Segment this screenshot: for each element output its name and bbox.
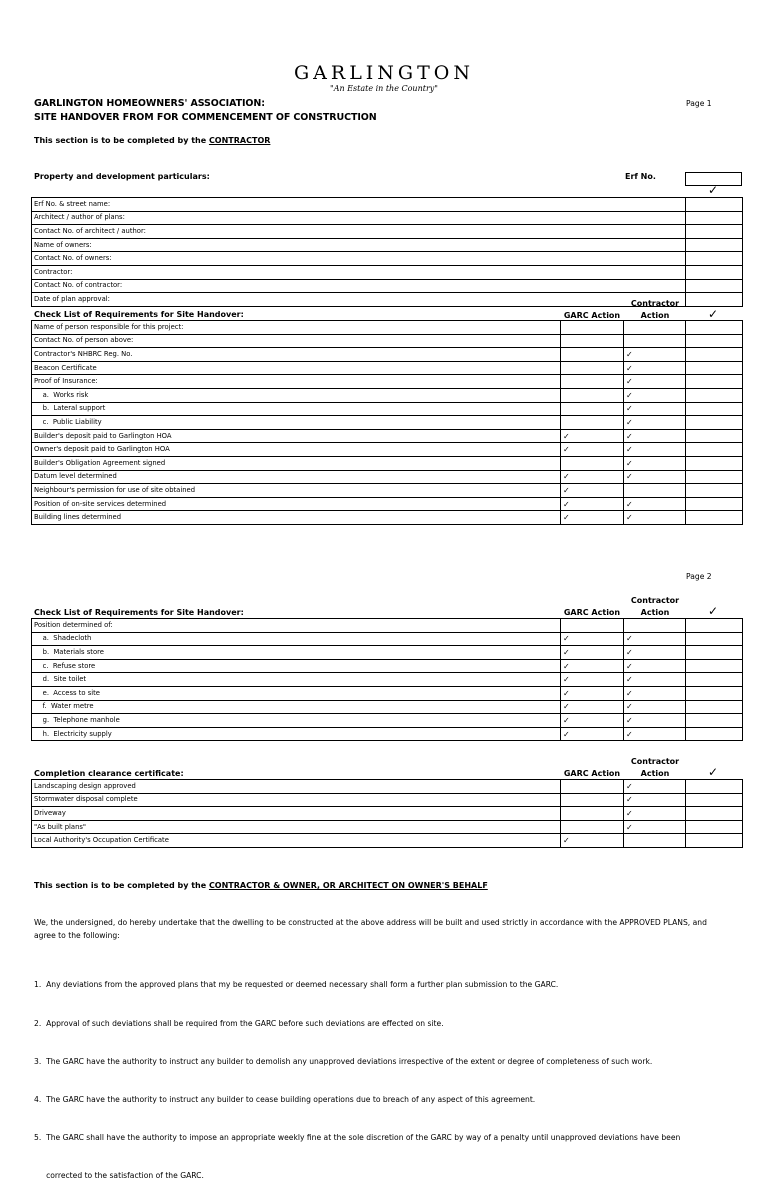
tick-cell[interactable] [686,780,743,794]
property-row [32,211,743,225]
completion-title: Completion clearance certificate: [34,769,184,778]
tick-cell[interactable] [686,429,743,443]
tick-cell[interactable] [686,361,743,375]
contractor-action-cell[interactable] [624,484,686,498]
checklist-row [32,361,743,375]
form-title: SITE HANDOVER FROM FOR COMMENCEMENT OF CONSTRUCTION [34,112,377,123]
checklist-row [32,700,743,714]
garc-action-cell[interactable]: ✓ [561,700,624,714]
contractor-action-cell[interactable]: ✓ [624,348,686,362]
checklist-row-label: Stormwater disposal complete [32,793,561,807]
tick-header-icon: ✓ [708,183,719,197]
checklist-row [32,321,743,335]
tick-cell[interactable] [686,727,743,741]
contractor-action-cell[interactable]: ✓ [624,820,686,834]
contractor-action-cell[interactable] [624,619,686,633]
checklist-row [32,807,743,821]
checklist-row-label: "As built plans" [32,820,561,834]
checklist-row-label: Owner's deposit paid to Garlington HOA [32,443,561,457]
checklist-row [32,416,743,430]
contractor-action-cell[interactable]: ✓ [624,793,686,807]
tick-cell[interactable] [686,834,743,848]
garc-action-cell[interactable]: ✓ [561,470,624,484]
garc-action-cell[interactable]: ✓ [561,686,624,700]
garc-action-cell[interactable]: ✓ [561,429,624,443]
garc-action-cell[interactable] [561,807,624,821]
checklist-row-label: b. Materials store [32,646,561,660]
checklist-row-label: Name of person responsible for this project: [32,321,561,335]
completion-contractor-header-top: Contractor [630,757,680,766]
checklist-row-label: Driveway [32,807,561,821]
contractor-action-cell[interactable] [624,334,686,348]
contractor-action-cell[interactable]: ✓ [624,497,686,511]
garc-action-cell[interactable] [561,388,624,402]
checklist1-table [31,320,743,525]
checklist-row-label: g. Telephone manhole [32,714,561,728]
contractor-action-cell[interactable]: ✓ [624,402,686,416]
garc-action-cell[interactable]: ✓ [561,497,624,511]
tick-cell[interactable] [686,375,743,389]
checklist-row [32,470,743,484]
garc-action-cell[interactable]: ✓ [561,646,624,660]
completion-tick-icon: ✓ [708,765,719,779]
checklist-row [32,619,743,633]
garc-action-cell[interactable]: ✓ [561,714,624,728]
checklist1-garc-header: GARC Action [563,311,621,320]
tick-cell[interactable] [686,402,743,416]
contractor-action-cell[interactable]: ✓ [624,456,686,470]
tick-cell[interactable] [686,619,743,633]
checklist-row [32,388,743,402]
checklist2-table [31,618,743,741]
contractor-action-cell[interactable] [624,321,686,335]
checklist2-tick-icon: ✓ [708,604,719,618]
garc-action-cell[interactable] [561,619,624,633]
checklist-row-label: Neighbour's permission for use of site obtained [32,484,561,498]
property-row-check-cell[interactable] [686,225,743,239]
tick-cell[interactable] [686,700,743,714]
garc-action-cell[interactable] [561,793,624,807]
checklist-row-label: b. Lateral support [32,402,561,416]
contractor-action-cell[interactable]: ✓ [624,470,686,484]
checklist-row-label: Contact No. of person above: [32,334,561,348]
contractor-action-cell[interactable]: ✓ [624,646,686,660]
checklist-row-label: Builder's deposit paid to Garlington HOA [32,429,561,443]
checklist-row [32,484,743,498]
checklist-row [32,497,743,511]
contractor-action-cell[interactable]: ✓ [624,632,686,646]
condition-item: 1. Any deviations from the approved plans that my be requested or deemed necessary shall form a further plan submission to the GARC. [34,980,559,990]
checklist2-contractor-header-bottom: Action [640,608,670,617]
condition-item: corrected to the satisfaction of the GARC. [34,1170,204,1180]
contractor-action-cell[interactable]: ✓ [624,727,686,741]
garc-action-cell[interactable]: ✓ [561,443,624,457]
page-number-2: Page 2 [686,572,712,581]
garc-action-cell[interactable]: ✓ [561,727,624,741]
checklist-row [32,820,743,834]
checklist-row-label: Position of on-site services determined [32,497,561,511]
tick-cell[interactable] [686,686,743,700]
page-number-1: Page 1 [686,99,712,108]
checklist1-title: Check List of Requirements for Site Handover: [34,310,244,319]
checklist-row-label: c. Public Liability [32,416,561,430]
tick-cell[interactable] [686,484,743,498]
condition-item: 4. The GARC have the authority to instruct any builder to cease building operations due to breach of any aspect of this agreement. [34,1094,536,1104]
garc-action-cell[interactable]: ✓ [561,632,624,646]
contractor-action-cell[interactable]: ✓ [624,659,686,673]
contractor-action-cell[interactable]: ✓ [624,686,686,700]
section1-intro-text: This section is to be completed by the [34,136,209,145]
checklist-row [32,348,743,362]
checklist-row-label: h. Electricity supply [32,727,561,741]
checklist-row-label: Position determined of: [32,619,561,633]
property-row-check-cell[interactable] [686,211,743,225]
property-row-label: Contractor: [32,265,686,279]
property-row-check-cell[interactable] [686,293,743,307]
tick-cell[interactable] [686,511,743,525]
checklist-row-label: c. Refuse store [32,659,561,673]
tick-cell[interactable] [686,321,743,335]
property-row-label: Erf No. & street name: [32,198,686,212]
checklist1-contractor-header-bottom: Action [640,311,670,320]
checklist2-garc-header: GARC Action [563,608,621,617]
property-row [32,225,743,239]
checklist-row [32,714,743,728]
contractor-action-cell[interactable]: ✓ [624,361,686,375]
undertaking-line-1: We, the undersigned, do hereby undertake that the dwelling to be constructed at the above address will be built and used strictly in accordance with the APPROVED PLANS, and [34,918,707,927]
tick-cell[interactable] [686,416,743,430]
checklist-row [32,632,743,646]
garc-action-cell[interactable] [561,456,624,470]
checklist-row [32,793,743,807]
garc-action-cell[interactable] [561,348,624,362]
property-particulars-label: Property and development particulars: [34,172,210,181]
checklist-row-label: Builder's Obligation Agreement signed [32,456,561,470]
checklist2-contractor-header-top: Contractor [630,596,680,605]
checklist-row [32,780,743,794]
contractor-action-cell[interactable]: ✓ [624,700,686,714]
tick-cell[interactable] [686,388,743,402]
garc-action-cell[interactable] [561,361,624,375]
contractor-action-cell[interactable]: ✓ [624,388,686,402]
tick-cell[interactable] [686,334,743,348]
garc-action-cell[interactable]: ✓ [561,659,624,673]
conditions-list [34,954,749,1195]
checklist-row-label: e. Access to site [32,686,561,700]
garc-action-cell[interactable]: ✓ [561,484,624,498]
logo: GARLINGTON [293,62,474,84]
garc-action-cell[interactable] [561,402,624,416]
completion-table [31,779,743,848]
tick-cell[interactable] [686,714,743,728]
garc-action-cell[interactable] [561,780,624,794]
condition-item: 2. Approval of such deviations shall be required from the GARC before such deviations are effected on site. [34,1018,444,1028]
property-row-label: Contact No. of contractor: [32,279,686,293]
tick-cell[interactable] [686,632,743,646]
checklist-row-label: Datum level determined [32,470,561,484]
garc-action-cell[interactable]: ✓ [561,511,624,525]
checklist-row [32,456,743,470]
checklist1-tick-icon: ✓ [708,307,719,321]
tick-cell[interactable] [686,470,743,484]
section1-intro [34,136,270,145]
checklist-row [32,429,743,443]
tick-cell[interactable] [686,497,743,511]
property-row-label: Contact No. of owners: [32,252,686,266]
tick-cell[interactable] [686,807,743,821]
property-row [32,252,743,266]
tick-cell[interactable] [686,348,743,362]
tick-cell[interactable] [686,443,743,457]
checklist-row [32,646,743,660]
contractor-action-cell[interactable]: ✓ [624,375,686,389]
checklist-row [32,443,743,457]
checklist2-title: Check List of Requirements for Site Handover: [34,608,244,617]
tick-cell[interactable] [686,456,743,470]
checklist-row-label: a. Shadecloth [32,632,561,646]
checklist-row-label: a. Works risk [32,388,561,402]
contractor-action-cell[interactable]: ✓ [624,714,686,728]
section2-party: CONTRACTOR & OWNER, OR ARCHITECT ON OWNER'S BEHALF [208,881,488,890]
tick-cell[interactable] [686,793,743,807]
property-row-check-cell[interactable] [686,279,743,293]
garc-action-cell[interactable]: ✓ [561,673,624,687]
checklist-row [32,673,743,687]
tagline: "An Estate in the Country" [330,84,438,93]
contractor-action-cell[interactable]: ✓ [624,673,686,687]
contractor-action-cell[interactable] [624,834,686,848]
property-row [32,238,743,252]
property-row-check-cell[interactable] [686,198,743,212]
checklist-row [32,375,743,389]
checklist-row [32,727,743,741]
property-row [32,198,743,212]
property-row-check-cell[interactable] [686,252,743,266]
garc-action-cell[interactable] [561,375,624,389]
property-row-check-cell[interactable] [686,265,743,279]
contractor-action-cell[interactable]: ✓ [624,807,686,821]
association-title: GARLINGTON HOMEOWNERS' ASSOCIATION: [34,98,265,109]
checklist-row-label: Contractor's NHBRC Reg. No. [32,348,561,362]
garc-action-cell[interactable] [561,334,624,348]
property-row [32,265,743,279]
checklist-row [32,402,743,416]
property-row-label: Date of plan approval: [32,293,686,307]
contractor-action-cell[interactable]: ✓ [624,443,686,457]
checklist-row [32,659,743,673]
checklist-row-label: Proof of Insurance: [32,375,561,389]
garc-action-cell[interactable] [561,416,624,430]
contractor-action-cell[interactable]: ✓ [624,780,686,794]
checklist-row-label: Beacon Certificate [32,361,561,375]
checklist-row-label: d. Site toilet [32,673,561,687]
condition-item: 5. The GARC shall have the authority to impose an appropriate weekly fine at the sole discretion of the GARC by way of a penalty until unapproved deviations have been [34,1132,681,1142]
completion-garc-header: GARC Action [563,769,621,778]
property-table [31,197,743,307]
garc-action-cell[interactable] [561,820,624,834]
checklist-row-label: Landscaping design approved [32,780,561,794]
checklist-row [32,334,743,348]
checklist1-contractor-header-top: Contractor [630,299,680,308]
contractor-action-cell[interactable]: ✓ [624,416,686,430]
garc-action-cell[interactable] [561,321,624,335]
tick-cell[interactable] [686,820,743,834]
section2-intro-text: This section is to be completed by the [34,881,209,890]
checklist-row-label: Local Authority's Occupation Certificate [32,834,561,848]
checklist-row-label: f. Water metre [32,700,561,714]
completion-contractor-header-bottom: Action [640,769,670,778]
tick-cell[interactable] [686,646,743,660]
property-row [32,279,743,293]
contractor-action-cell[interactable]: ✓ [624,429,686,443]
checklist-row [32,686,743,700]
property-row-check-cell[interactable] [686,238,743,252]
contractor-action-cell[interactable]: ✓ [624,511,686,525]
section1-party: CONTRACTOR [208,136,271,145]
condition-item: 3. The GARC have the authority to instruct any builder to demolish any unapproved deviations irrespective of the extent or degree of completeness of such work. [34,1056,653,1066]
tick-cell[interactable] [686,659,743,673]
checklist-row-label: Building lines determined [32,511,561,525]
undertaking-line-2: agree to the following: [34,931,120,940]
section2-intro [34,881,488,890]
checklist-row [32,511,743,525]
tick-cell[interactable] [686,673,743,687]
property-row-label: Contact No. of architect / author: [32,225,686,239]
property-row-label: Name of owners: [32,238,686,252]
checklist-row [32,834,743,848]
garc-action-cell[interactable]: ✓ [561,834,624,848]
property-row-label: Architect / author of plans: [32,211,686,225]
erf-label: Erf No. [625,172,656,181]
